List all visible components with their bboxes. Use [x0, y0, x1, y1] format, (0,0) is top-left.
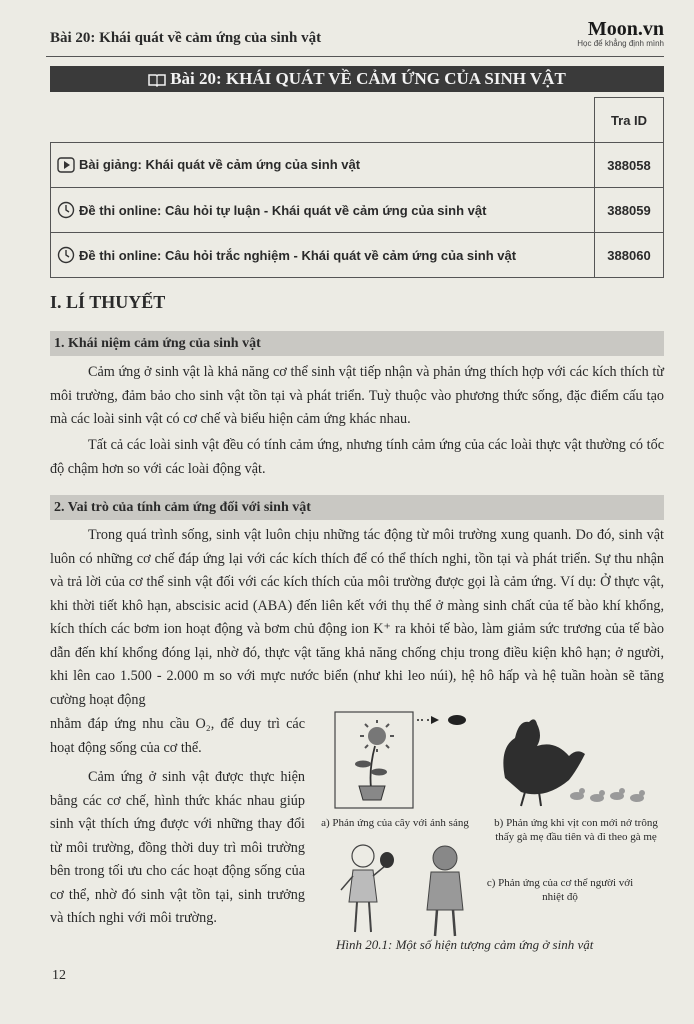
hen-and-ducklings-illustration — [485, 708, 665, 818]
page-header — [46, 18, 664, 54]
page-number: 12 — [52, 968, 66, 983]
section-title: I. LÍ THUYẾT — [50, 292, 166, 312]
running-title: Bài 20: Khái quát về cảm ứng của sinh vật — [50, 30, 322, 46]
resource-label[interactable]: Đề thi online: Câu hỏi trắc nghiệm - Khái quát về cảm ứng của sinh vật — [79, 248, 517, 263]
logo-text: Moon.vn — [587, 18, 664, 40]
figure-20-1 — [305, 708, 665, 968]
table-row[interactable] — [51, 233, 664, 278]
figure-caption: Hình 20.1: Một số hiện tượng cảm ứng ở sinh vật — [336, 937, 594, 952]
paragraph: Tất cả các loài sinh vật đều có tính cảm ứng, nhưng tính cảm ứng của các loài thực vật thường có tốc độ chậm hơn so với các loài động vật. — [50, 437, 664, 477]
paragraph: Cảm ứng ở sinh vật được thực hiện bằng các cơ chế, hình thức khác nhau giúp sinh vật thích ứng được với những thay đổi từ môi trường, đồng thời duy trì môi trường bên trong tối ưu cho các hoạt động sống của cơ thể, nhờ đó sinh vật tồn tại, sinh trưởng và thích nghi với môi trường. — [50, 769, 305, 926]
resource-id: 388058 — [595, 143, 664, 188]
resource-id: 388059 — [595, 188, 664, 233]
subsection-1-title: 1. Khái niệm cảm ứng của sinh vật — [50, 331, 664, 356]
id-header: Tra ID — [595, 98, 664, 143]
banner-title: Bài 20: KHÁI QUÁT VỀ CẢM ỨNG CỦA SINH VẬT — [170, 69, 566, 88]
book-icon — [148, 73, 166, 87]
subsection-2-title: 2. Vai trò của tính cảm ứng đối với sinh vật — [50, 495, 664, 520]
resource-table — [50, 97, 664, 278]
resource-label[interactable]: Đề thi online: Câu hỏi tự luận - Khái quát về cảm ứng của sinh vật — [79, 203, 487, 218]
resource-label[interactable]: Bài giảng: Khái quát về cảm ứng của sinh vật — [79, 157, 361, 172]
resource-id: 388060 — [595, 233, 664, 278]
paragraph: Trong quá trình sống, sinh vật luôn chịu những tác động từ môi trường xung quanh. Do đó, sinh vật luôn có những cơ chế đáp ứng lại với các kích thích để có thể thích nghi, tồn tại và phát triển. Sự thu nhận và trả lời của cơ thể sinh vật đối với các kích thích của môi trường được gọi là cảm ứng. Ví dụ: Ở thực vật, khi thời tiết khô hạn, abscisic acid (ABA) đến liên kết với thụ thể ở màng sinh chất của tế bào khí khổng, kích thích các bơm ion hoạt động và bơm chủ động ion K⁺ ra khỏi tế bào, làm giảm sức trương của tế bào dẫn đến khí khổng đóng lại, nhờ đó, thực vật tăng khả năng chống chịu trong điều kiện khô hạn; ở người, khi lên cao 1.500 - 2.000 m so với mực nước biển (như khi leo núi), hệ hô hấp và hệ tuần hoàn sẽ tăng cường hoạt động — [50, 527, 664, 708]
header-divider — [46, 56, 664, 57]
people-temperature-illustration — [335, 836, 505, 946]
caption-b: b) Phản ứng khi vịt con mới nở trông thấy gà mẹ đầu tiên và đi theo gà mẹ — [494, 817, 658, 843]
clock-icon — [57, 201, 75, 219]
table-row[interactable] — [51, 188, 664, 233]
lesson-banner — [50, 66, 664, 92]
caption-a: a) Phản ứng của cây với ánh sáng — [321, 817, 469, 829]
caption-c: c) Phản ứng của cơ thể người với nhiệt độ — [486, 877, 634, 903]
paragraph: nhằm đáp ứng nhu cầu O₂, để duy trì các hoạt động sống của cơ thể. — [50, 716, 305, 756]
moon-logo — [577, 18, 664, 48]
play-icon — [57, 157, 75, 173]
clock-icon — [57, 246, 75, 264]
table-header-row — [51, 98, 664, 143]
logo-tagline: Học để khẳng định mình — [577, 39, 664, 48]
paragraph: Cảm ứng ở sinh vật là khả năng cơ thể sinh vật tiếp nhận và phản ứng thích hợp với các kích thích từ môi trường, đảm bảo cho sinh vật tồn tại và phát triển. Tuỳ thuộc vào phương thức sống, đặc điểm cấu tạo mà các loài sinh vật có cơ chế và biểu hiện cảm ứng khác nhau. — [50, 364, 664, 427]
table-row[interactable] — [51, 143, 664, 188]
